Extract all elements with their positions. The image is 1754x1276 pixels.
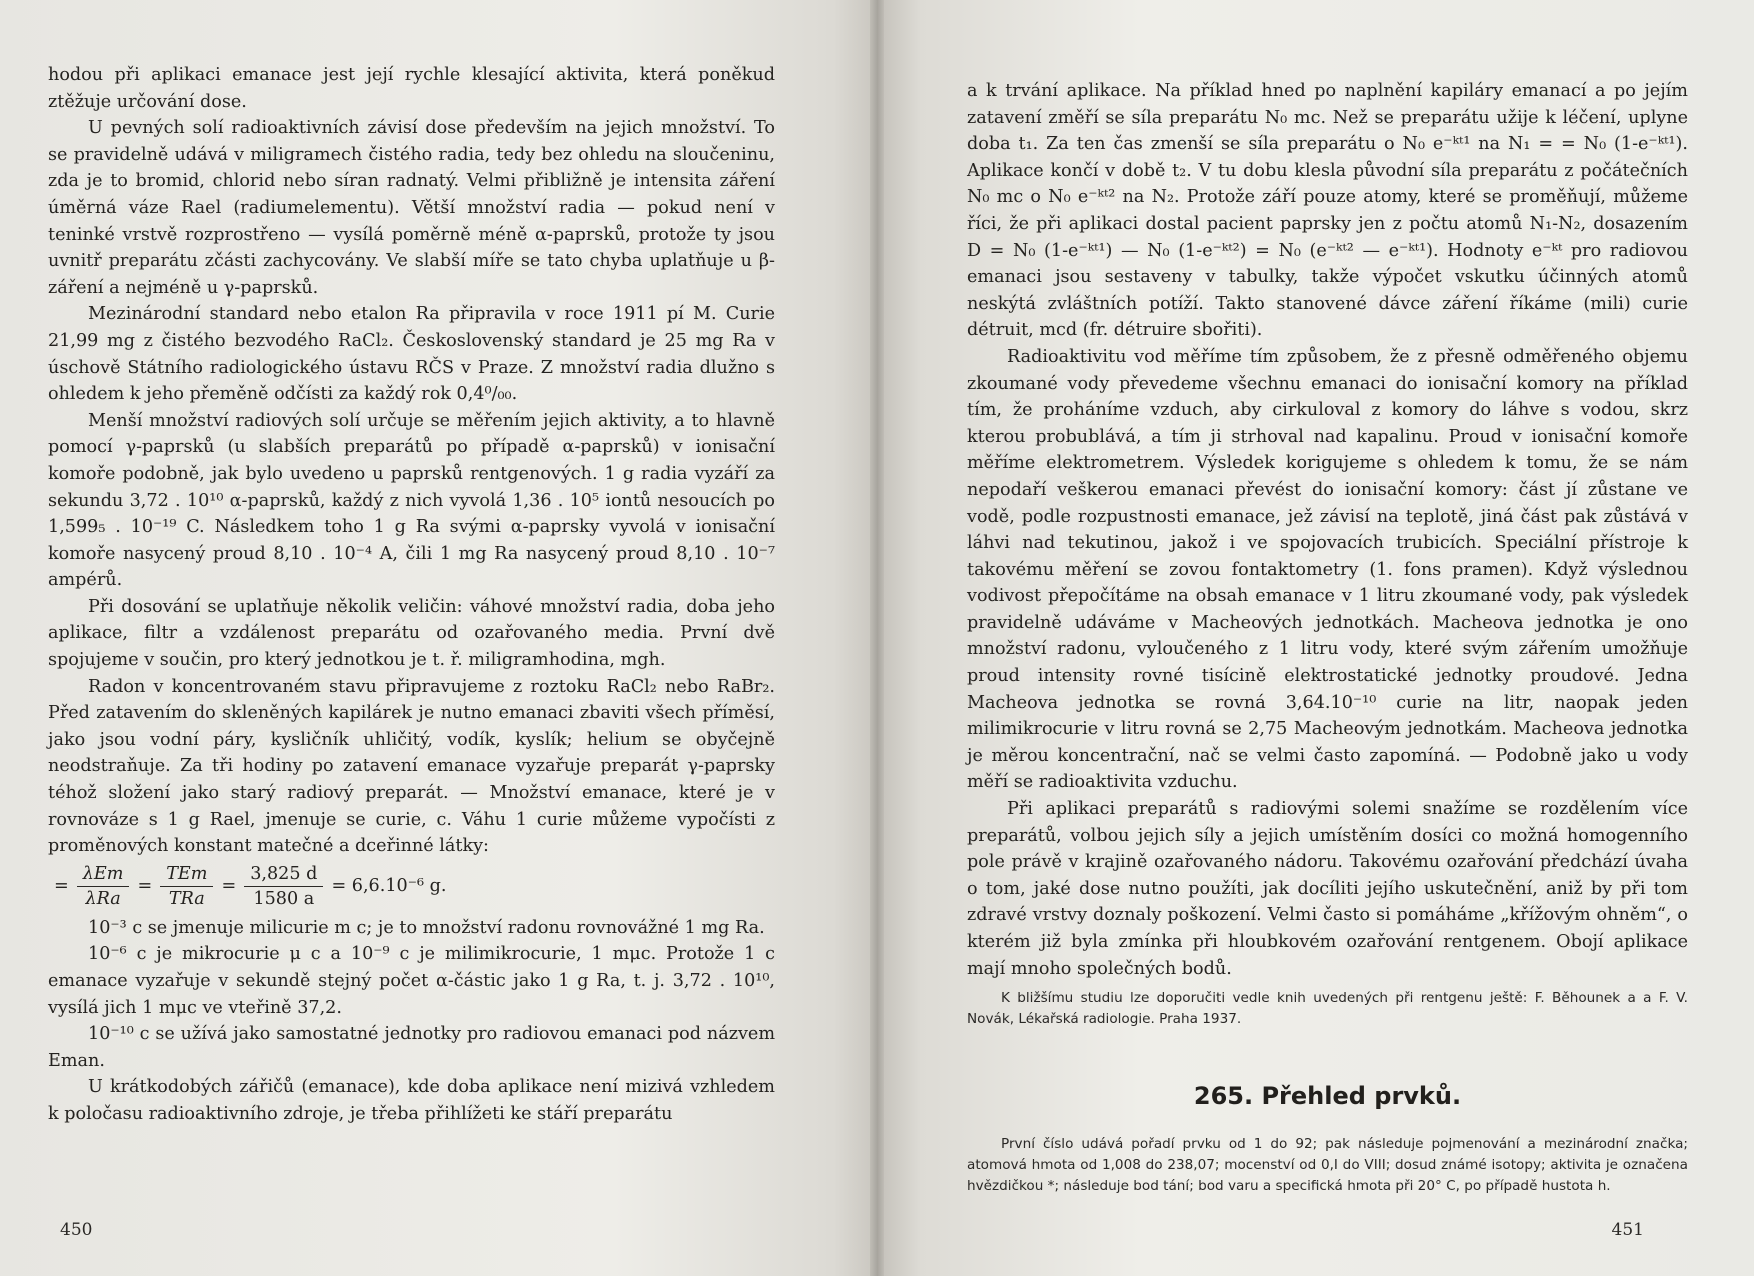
- lambda-ratio: [77, 862, 130, 911]
- right-page-text: [967, 78, 1688, 982]
- lambda-ra: λRa: [85, 888, 121, 909]
- formula-result: = 6,6.10⁻⁶ g.: [331, 876, 447, 897]
- right-page: [877, 0, 1754, 1276]
- paragraph: U pevných solí radioaktivních závisí dose především na jejich množství. To se pravidelně udává v miligramech čistého radia, tedy bez ohledu na sloučeninu, zda je to bromid, chlorid nebo síran radnatý. Velmi přibližně je intensita záření úměrná váze Rael (radiumelementu). Větší množství radia — pokud není v teninké vrstvě rozprostřeno — vysílá poměrně méně α-paprsků, protože ty jsou uvnitř preparátu zčásti zachycovány. Ve slabší míře se tato chyba uplatňuje u β-záření a nejméně u γ-paprsků.: [48, 118, 775, 298]
- page-number-right: 451: [1611, 1220, 1644, 1240]
- reference-note-text: K bližšímu studiu lze doporučiti vedle knih uvedených při rentgenu ještě: F. Běhounek a a F. V. Novák, Lékařská radiologie. Praha 1937.: [967, 990, 1688, 1028]
- value-denominator: 1580 a: [253, 888, 315, 909]
- section-title: 265. Přehled prvků.: [1193, 1082, 1462, 1111]
- t-em: TEm: [160, 862, 213, 887]
- t-ra: TRa: [168, 888, 205, 909]
- value-numerator: 3,825 d: [244, 862, 323, 887]
- equals-sign: =: [54, 876, 69, 897]
- book-spine: [870, 0, 884, 1276]
- paragraph: hodou při aplikaci emanace jest její rychle klesající aktivita, která poněkud ztěžuje určování dose.: [48, 65, 775, 112]
- paragraph: 10⁻¹⁰ c se užívá jako samostatné jednotky pro radiovou emanaci pod názvem Eman.: [48, 1024, 775, 1071]
- section-intro: [967, 1134, 1688, 1197]
- equals-sign: =: [137, 876, 153, 897]
- equals-sign: =: [221, 876, 237, 897]
- paragraph: Při aplikaci preparátů s radiovými solemi snažíme se rozdělením více preparátů, volbou jejich síly a jejich umístěním dosíci co možná homogenního pole právě v krajině ozařovaného nádoru. Takovému ozařování předchází úvaha o tom, jaké dose nutno použíti, jak docíliti jejího uskutečnění, aniž by při tom zdravé vrstvy doznaly poškození. Velmi často si pomáháme „křížovým ohněm“, o kterém již byla zmínka při hloubkovém ozařování rentgenem. Obojí aplikace mají mnoho společných bodů.: [967, 799, 1688, 979]
- paragraph: Při dosování se uplatňuje několik veličin: váhové množství radia, doba jeho aplikace, filtr a vzdálenost preparátu od ozařovaného media. První dvě spojujeme v součin, pro který jednotkou je t. ř. miligramhodina, mgh.: [48, 596, 775, 671]
- half-life-ratio: [160, 862, 213, 911]
- value-ratio: [244, 862, 323, 911]
- paragraph: Radon v koncentrovaném stavu připravujeme z roztoku RaCl₂ nebo RaBr₂. Před zatavením do skleněných kapilárek je nutno emanaci zbaviti všech příměsí, jako jsou vodní páry, kysličník uhličitý, vodík, kyslík; helium se obyčejně neodstraňuje. Za tři hodiny po zatavení emanace vyzařuje preparát γ-paprsky téhož složení jako starý radiový preparát. — Množství emanace, které je v rovnováze s 1 g Rael, jmenuje se curie, c. Váhu 1 curie můžeme vypočísti z proměnových konstant matečné a dceřinné látky:: [48, 676, 775, 857]
- paragraph: 10⁻³ c se jmenuje milicurie m c; je to množství radonu rovnovážné 1 mg Ra.: [88, 917, 765, 938]
- paragraph: Mezinárodní standard nebo etalon Ra připravila v roce 1911 pí M. Curie 21,99 mg z čistého bezvodého RaCl₂. Československý standard je 25 mg Ra v úschově Státního radiologického ústavu RČS v Praze. Z množství radia dlužno s ohledem k jeho přeměně odčísti za každý rok 0,4⁰/₀₀.: [48, 304, 775, 405]
- section-intro-text: První číslo udává pořadí prvku od 1 do 92; pak následuje pojmenování a mezinárodní značka; atomová hmota od 1,008 do 238,07; mocenství od 0,I do VIII; dosud známé isotopy; aktivita je označena hvězdičkou *; následuje bod tání; bod varu a specifická hmota při 20° C, po případě hustota h.: [967, 1136, 1688, 1195]
- lambda-em: λEm: [77, 862, 130, 887]
- page-number-left: 450: [60, 1220, 93, 1240]
- paragraph: U krátkodobých zářičů (emanace), kde doba aplikace není mizivá vzhledem k poločasu radioaktivního zdroje, je třeba přihlížeti ke stáří preparátu: [48, 1077, 775, 1124]
- reference-note: [967, 988, 1688, 1030]
- paragraph: a k trvání aplikace. Na příklad hned po naplnění kapiláry emanací a po jejím zatavení změří se síla preparátu N₀ mc. Než se preparátu užije k léčení, uplyne doba t₁. Za ten čas zmenší se síla preparátu o N₀ e⁻ᵏᵗ¹ na N₁ = = N₀ (1-e⁻ᵏᵗ¹). Aplikace končí v době t₂. V tu dobu klesla původní síla preparátu z počátečních N₀ mc o N₀ e⁻ᵏᵗ² na N₂. Protože září pouze atomy, které se proměňují, můžeme říci, že při aplikaci dostal pacient paprsky jen z počtu atomů N₁-N₂, dosazením D = N₀ (1-e⁻ᵏᵗ¹) — N₀ (1-e⁻ᵏᵗ²) = N₀ (e⁻ᵏᵗ² — e⁻ᵏᵗ¹). Hodnoty e⁻ᵏᵗ pro radiovou emanaci jsou sestaveny v tabulky, takže výpočet vskutku účinných atomů neskýtá zvláštních potíží. Takto stanovené dávce záření říkáme (mili) curie détruit, mcd (fr. détruire sbořiti).: [967, 81, 1688, 341]
- left-page-text: [48, 62, 775, 1128]
- paragraph: 10⁻⁶ c je mikrocurie μ c a 10⁻⁹ c je milimikrocurie, 1 mμc. Protože 1 c emanace vyzařuje v sekundě stejný počet α-částic jako 1 g Ra, t. j. 3,72 . 10¹⁰, vysílá jich 1 mμc ve vteřině 37,2.: [48, 944, 775, 1018]
- paragraph: Radioaktivitu vod měříme tím způsobem, že z přesně odměřeného objemu zkoumané vody převedeme všechnu emanaci do ionisační komory na příklad tím, že proháníme vzduch, aby cirkuloval z komory do láhve s vodou, skrz kterou probublává, a tím ji strhoval nad kapalinu. Proud v ionisační komoře měříme elektrometrem. Výsledek korigujeme s ohledem k tomu, že se nám nepodaří veškerou emanaci převést do ionisační komory: část jí zůstane ve vodě, podle rozpustnosti emanace, jež závisí na teplotě, jiná část pak zůstává v láhvi nad tekutinou, jakož i ve spojovacích trubicích. Speciální přístroje k takovému měření se zovou fontaktometry (1. fons pramen). Když výslednou vodivost přepočítáme na obsah emanace v 1 litru zkoumané vody, pak výsledek pravidelně udáváme v Macheových jednotkách. Macheova jednotka je ono množství radonu, vyloučeného z 1 litru vody, které svým zářením umožňuje proud intensity rovné tisícině elektrostatické jednotky proudové. Jedna Macheova jednotka se rovná 3,64.10⁻¹⁰ curie na litr, naopak jeden milimikrocurie v litru rovná se 2,75 Macheovým jednotkám. Macheova jednotka je měrou koncentrační, nač se velmi často zapomíná. — Podobně jako u vody měří se radioaktivita vzduchu.: [967, 346, 1688, 793]
- paragraph: Menší množství radiových solí určuje se měřením jejich aktivity, a to hlavně pomocí γ-paprsků (u slabších preparátů po případě α-paprsků) v ionisační komoře podobně, jak bylo uvedeno u paprsků rentgenových. 1 g radia vyzáří za sekundu 3,72 . 10¹⁰ α-paprsků, každý z nich vyvolá 1,36 . 10⁵ iontů nesoucích po 1,599₅ . 10⁻¹⁹ C. Následkem toho 1 g Ra svými α-paprsky vyvolá v ionisační komoře nasycený proud 8,10 . 10⁻⁴ A, čili 1 mg Ra nasycený proud 8,10 . 10⁻⁷ ampérů.: [48, 410, 775, 591]
- curie-formula: [54, 862, 775, 911]
